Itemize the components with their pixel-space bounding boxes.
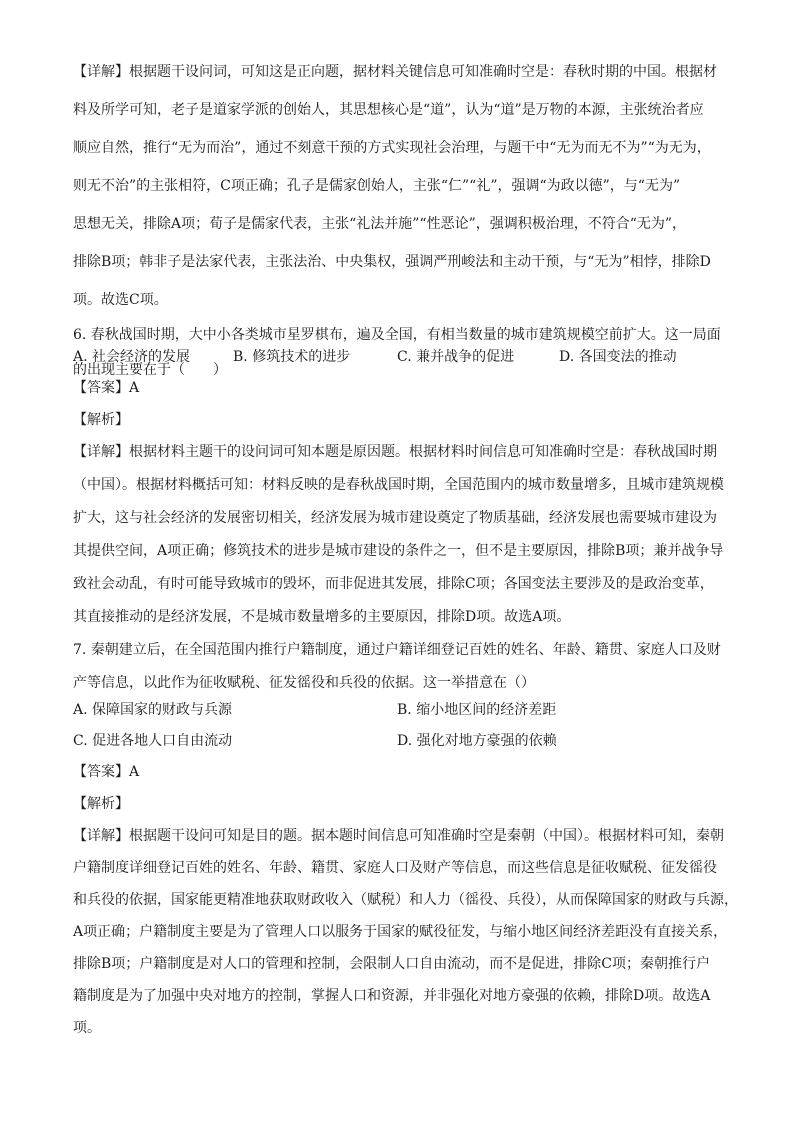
q6-stem-line: 的出现主要在于（ ） bbox=[73, 362, 227, 378]
q7-stem-line: 产等信息，以此作为征收赋税、征发徭役和兵役的依据。这一举措意在（） bbox=[73, 675, 535, 691]
q7-option-d: D. 强化对地方豪强的依赖 bbox=[397, 733, 557, 749]
q7-option-a: A. 保障国家的财政与兵源 bbox=[73, 702, 233, 718]
q6-detail-line: 其提供空间，A项正确；修筑技术的进步是城市建设的条件之一，但不是主要原因，排除B项；兼并战争导 bbox=[73, 543, 724, 559]
q6-analysis-label: 【解析】 bbox=[73, 412, 129, 428]
q6-option-a: A. 社会经济的发展 bbox=[73, 349, 191, 365]
q7-option-c: C. 促进各地人口自由流动 bbox=[73, 733, 233, 749]
q5-detail-line: 思想无关，排除A项；荀子是儒家代表，主张“礼法并施”“性恶论”，强调积极治理，不符合“无为”， bbox=[73, 216, 687, 232]
q5-detail-line: 料及所学可知，老子是道家学派的创始人，其思想核心是“道”，认为“道”是万物的本源，主张统治者应 bbox=[73, 102, 704, 118]
q7-detail-line: 项。 bbox=[73, 1020, 101, 1036]
q7-detail-line: 籍制度是为了加强中央对地方的控制，掌握人口和资源，并非强化对地方豪强的依赖，排除D项。故选A bbox=[73, 988, 711, 1004]
q5-detail-line: 排除B项；韩非子是法家代表，主张法治、中央集权，强调严刑峻法和主动干预，与“无为”相悖，排除D bbox=[73, 254, 711, 270]
q7-detail-line: 排除B项；户籍制度是对人口的管理和控制，会限制人口自由流动，而不是促进，排除C项；秦朝推行户 bbox=[73, 956, 710, 972]
q7-stem-line: 7. 秦朝建立后，在全国范围内推行户籍制度，通过户籍详细登记百姓的姓名、年龄、籍贯、家庭人口及财 bbox=[73, 642, 721, 658]
q6-detail-line: 致社会动乱，有时可能导致城市的毁坏，而非促进其发展，排除C项；各国变法主要涉及的是政治变革， bbox=[73, 576, 714, 592]
q7-detail-line: 【详解】根据题干设问可知是目的题。据本题时间信息可知准确时空是秦朝（中国）。根据材料可知，秦朝 bbox=[73, 828, 724, 844]
q6-answer: 【答案】A bbox=[73, 380, 140, 396]
q6-detail-line: （中国）。根据材料概括可知：材料反映的是春秋战国时期，全国范围内的城市数量增多，且城市建筑规模 bbox=[73, 477, 724, 493]
q7-detail-line: 和兵役的依据，国家能更精准地获取财政收入（赋税）和人力（徭役、兵役），从而保障国家的财政与兵源， bbox=[73, 892, 738, 908]
q6-detail-line: 【详解】根据材料主题干的设问词可知本题是原因题。根据材料时间信息可知准确时空是：春秋战国时期 bbox=[73, 444, 717, 460]
q6-detail-line: 扩大，这与社会经济的发展密切相关，经济发展为城市建设奠定了物质基础，经济发展也需要城市建设为 bbox=[73, 510, 717, 526]
q6-option-b: B. 修筑技术的进步 bbox=[233, 349, 351, 365]
q7-answer: 【答案】A bbox=[73, 764, 140, 780]
q7-analysis-label: 【解析】 bbox=[73, 796, 129, 812]
q5-detail-line: 则无不治”的主张相符，C项正确；孔子是儒家创始人，主张“仁”“礼”，强调“为政以德”，与“无为” bbox=[73, 178, 681, 194]
q7-option-b: B. 缩小地区间的经济差距 bbox=[397, 702, 557, 718]
q5-detail-line: 【详解】根据题干设问词，可知这是正向题，据材料关键信息可知准确时空是：春秋时期的中国。根据材 bbox=[73, 64, 717, 80]
q6-stem-line: 6. 春秋战国时期，大中小各类城市星罗棋布，遍及全国，有相当数量的城市建筑规模空前扩大。这一局面 bbox=[73, 327, 721, 343]
q5-detail-line: 项。故选C项。 bbox=[73, 292, 168, 308]
q6-detail-line: 其直接推动的是经济发展，不是城市数量增多的主要原因，排除D项。故选A项。 bbox=[73, 609, 571, 625]
q6-option-c: C. 兼并战争的促进 bbox=[397, 349, 515, 365]
q5-detail-line: 顺应自然，推行“无为而治”，通过不刻意干预的方式实现社会治理，与题干中“无为而无不为”“为无为， bbox=[73, 140, 711, 156]
q7-detail-line: A项正确；户籍制度主要是为了管理人口以服务于国家的赋役征发，与缩小地区间经济差距没有直接关系， bbox=[73, 924, 728, 940]
q6-option-d: D. 各国变法的推动 bbox=[559, 349, 677, 365]
q7-detail-line: 户籍制度详细登记百姓的姓名、年龄、籍贯、家庭人口及财产等信息，而这些信息是征收赋税、征发徭役 bbox=[73, 860, 717, 876]
